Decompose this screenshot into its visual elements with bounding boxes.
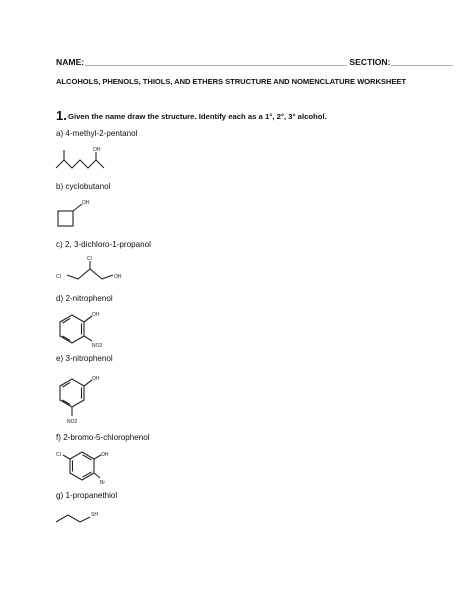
oh-label: OH — [101, 452, 109, 458]
oh-label: OH — [114, 274, 122, 280]
structure-2-3-dichloro-1-propanol — [56, 256, 136, 286]
item-e-label: e) 3-nitrophenol — [56, 354, 113, 363]
structure-4-methyl-2-pentanol — [56, 144, 116, 180]
oh-label: OH — [92, 376, 100, 382]
name-section-line: NAME:_______________________________________________________ SECTION:_____________ — [56, 57, 453, 67]
oh-label: OH — [92, 312, 100, 318]
question-instructions: Given the name draw the structure. Identify each as a 1°, 2°, 3° alcohol. — [68, 112, 327, 121]
sh-label: SH — [91, 512, 98, 518]
item-a-label: a) 4-methyl-2-pentanol — [56, 129, 138, 138]
worksheet-title: ALCOHOLS, PHENOLS, THIOLS, AND ETHERS STRUCTURE AND NOMENCLATURE WORKSHEET — [56, 77, 406, 86]
structure-1-propanethiol — [56, 508, 116, 528]
item-c-label: c) 2, 3-dichloro-1-propanol — [56, 240, 151, 249]
item-b-label: b) cyclobutanol — [56, 182, 111, 191]
item-g-label: g) 1-propanethiol — [56, 491, 118, 500]
item-d-label: d) 2-nitrophenol — [56, 294, 113, 303]
structure-2-bromo-5-chlorophenol — [56, 448, 116, 492]
no2-label: NO2 — [67, 419, 78, 425]
oh-label: OH — [82, 200, 90, 206]
item-f-label: f) 2-bromo-5-chlorophenol — [56, 433, 150, 442]
cl-label: Cl — [56, 452, 61, 458]
structure-2-nitrophenol — [56, 310, 116, 352]
cl-label: Cl — [87, 256, 92, 262]
structure-cyclobutanol — [56, 197, 96, 237]
br-label: Br — [100, 480, 105, 486]
question-number: 1. — [56, 108, 67, 123]
oh-label: OH — [93, 147, 101, 153]
structure-3-nitrophenol — [56, 372, 116, 426]
cl-label: Cl — [56, 274, 61, 280]
no2-label: NO2 — [92, 343, 103, 349]
